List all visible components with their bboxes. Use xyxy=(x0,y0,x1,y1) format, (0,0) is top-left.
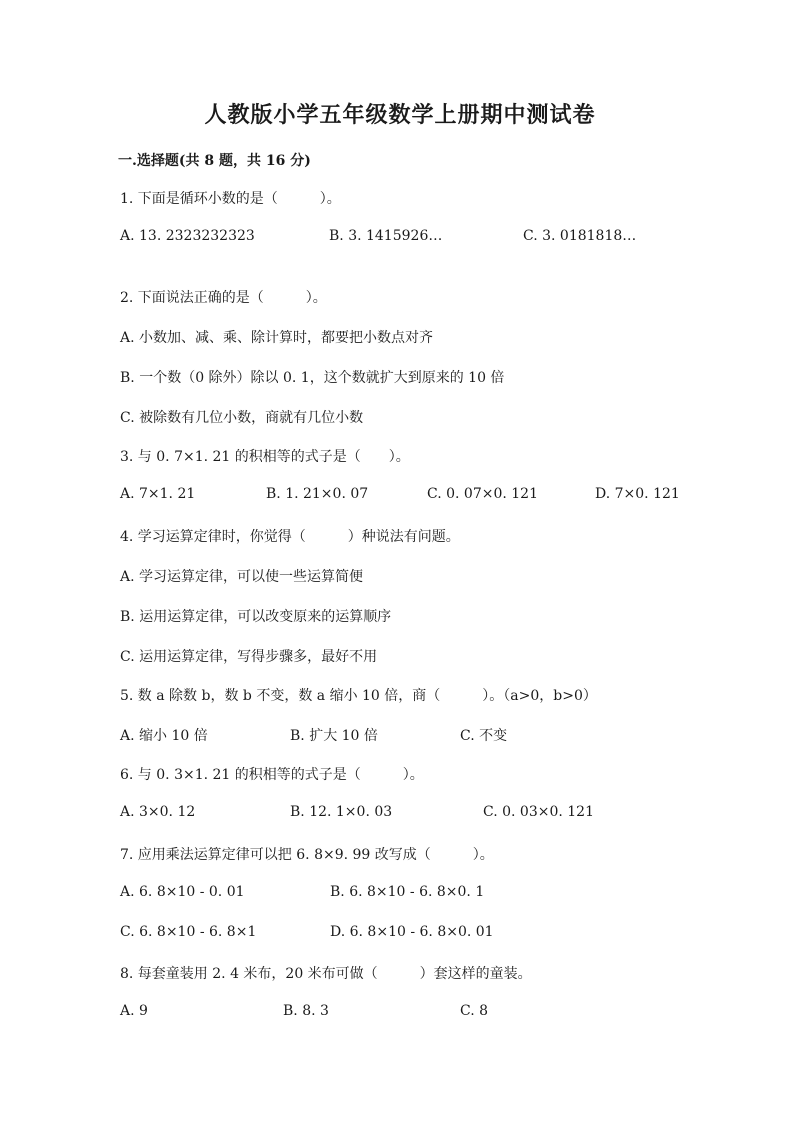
question-6-option-b[interactable]: B. 12. 1×0. 03 xyxy=(290,804,393,820)
page-title: 人教版小学五年级数学上册期中测试卷 xyxy=(204,102,596,128)
question-8-stem: 8. 每套童装用 2. 4 米布，20 米布可做（ ）套这样的童装。 xyxy=(120,966,532,982)
question-3-option-c[interactable]: C. 0. 07×0. 121 xyxy=(427,486,538,502)
question-4-option-a[interactable]: A. 学习运算定律，可以使一些运算简便 xyxy=(120,569,364,585)
question-6-option-c[interactable]: C. 0. 03×0. 121 xyxy=(483,804,594,820)
question-6-stem: 6. 与 0. 3×1. 21 的积相等的式子是（ ）。 xyxy=(120,767,424,783)
question-7-option-a[interactable]: A. 6. 8×10 - 0. 01 xyxy=(120,884,245,900)
question-4-stem: 4. 学习运算定律时，你觉得（ ）种说法有问题。 xyxy=(120,529,460,545)
question-1-stem: 1. 下面是循环小数的是（ ）。 xyxy=(120,191,341,207)
question-7-stem: 7. 应用乘法运算定律可以把 6. 8×9. 99 改写成（ ）。 xyxy=(120,847,494,863)
question-1-option-b[interactable]: B. 3. 1415926… xyxy=(329,228,443,244)
question-5-option-c[interactable]: C. 不变 xyxy=(460,728,508,744)
question-8-option-b[interactable]: B. 8. 3 xyxy=(283,1003,329,1019)
question-7-option-c[interactable]: C. 6. 8×10 - 6. 8×1 xyxy=(120,924,257,940)
question-8-option-a[interactable]: A. 9 xyxy=(120,1003,148,1019)
question-2-option-b[interactable]: B. 一个数（0 除外）除以 0. 1，这个数就扩大到原来的 10 倍 xyxy=(120,370,505,386)
question-7-option-d[interactable]: D. 6. 8×10 - 6. 8×0. 01 xyxy=(330,924,494,940)
question-3-option-a[interactable]: A. 7×1. 21 xyxy=(120,486,196,502)
question-5-option-b[interactable]: B. 扩大 10 倍 xyxy=(290,728,378,744)
question-7-option-b[interactable]: B. 6. 8×10 - 6. 8×0. 1 xyxy=(330,884,485,900)
question-1-option-c[interactable]: C. 3. 0181818… xyxy=(523,228,637,244)
question-5-stem: 5. 数 a 除数 b，数 b 不变，数 a 缩小 10 倍，商（ ）。（a>0，b>0） xyxy=(120,688,597,704)
section-heading: 一.选择题(共 8 题，共 16 分) xyxy=(118,153,311,169)
question-6-option-a[interactable]: A. 3×0. 12 xyxy=(120,804,196,820)
question-8-option-c[interactable]: C. 8 xyxy=(460,1003,489,1019)
question-2-stem: 2. 下面说法正确的是（ ）。 xyxy=(120,290,327,306)
question-4-option-b[interactable]: B. 运用运算定律，可以改变原来的运算顺序 xyxy=(120,609,392,625)
question-5-option-a[interactable]: A. 缩小 10 倍 xyxy=(120,728,208,744)
question-3-option-d[interactable]: D. 7×0. 121 xyxy=(595,486,680,502)
question-3-stem: 3. 与 0. 7×1. 21 的积相等的式子是（ ）。 xyxy=(120,449,410,465)
question-3-option-b[interactable]: B. 1. 21×0. 07 xyxy=(266,486,369,502)
question-1-option-a[interactable]: A. 13. 2323232323 xyxy=(120,228,255,244)
question-2-option-a[interactable]: A. 小数加、减、乘、除计算时，都要把小数点对齐 xyxy=(120,330,434,346)
question-2-option-c[interactable]: C. 被除数有几位小数，商就有几位小数 xyxy=(120,410,364,426)
question-4-option-c[interactable]: C. 运用运算定律，写得步骤多，最好不用 xyxy=(120,649,378,665)
